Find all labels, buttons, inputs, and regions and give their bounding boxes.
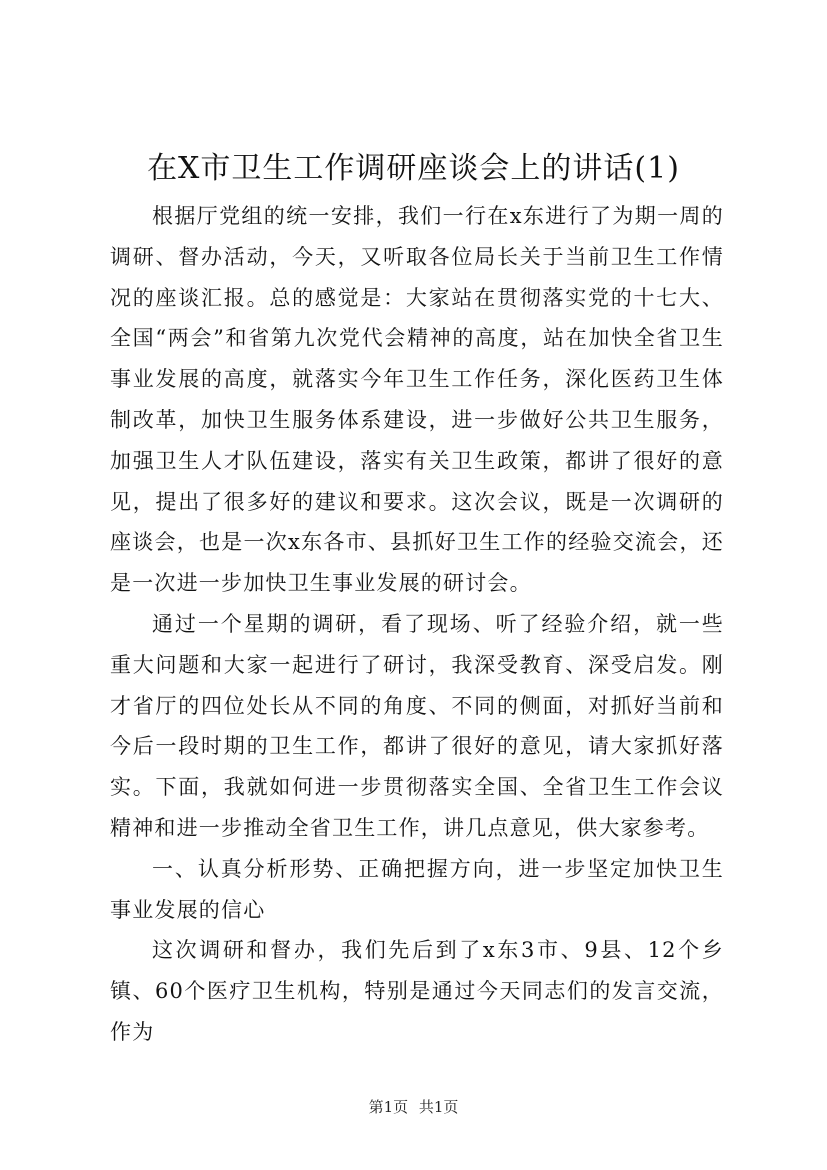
paragraph-2: 通过一个星期的调研，看了现场、听了经验介绍，就一些重大问题和大家一起进行了研讨，我深受教育、深受启发。刚才省厅的四位处长从不同的角度、不同的侧面，对抓好当前和今后一段时期的卫生工作，都讲了很好的意见，请大家抓好落实。下面，我就如何进一步贯彻落实全国、全省卫生工作会议精神和进一步推动全省卫生工作，讲几点意见，供大家参考。 [110, 611, 724, 840]
page-footer [0, 1097, 827, 1117]
document-title: 在X市卫生工作调研座谈会上的讲话(1) [147, 151, 680, 186]
page-number: 第1页 [368, 1098, 409, 1116]
paragraph-1: 根据厅党组的统一安排，我们一行在x东进行了为期一周的调研、督办活动，今天，又听取各位局长关于当前卫生工作情况的座谈汇报。总的感觉是：大家站在贯彻落实党的十七大、全国“两会”和省第九次党代会精神的高度，站在加快全省卫生事业发展的高度，就落实今年卫生工作任务，深化医药卫生体制改革，加快卫生服务体系建设，进一步做好公共卫生服务，加强卫生人才队伍建设，落实有关卫生政策，都讲了很好的意见，提出了很多好的建议和要求。这次会议，既是一次调研的座谈会，也是一次x东各市、县抓好卫生工作的经验交流会，还是一次进一步加快卫生事业发展的研讨会。 [110, 204, 724, 596]
paragraph-3: 这次调研和督办，我们先后到了x东3市、9县、12个乡镇、60个医疗卫生机构，特别是通过今天同志们的发言交流，作为 [110, 938, 724, 1044]
document-body [110, 196, 724, 1053]
total-pages: 共1页 [418, 1098, 459, 1116]
section-heading-1: 一、认真分析形势、正确把握方向，进一步坚定加快卫生事业发展的信心 [110, 856, 724, 922]
